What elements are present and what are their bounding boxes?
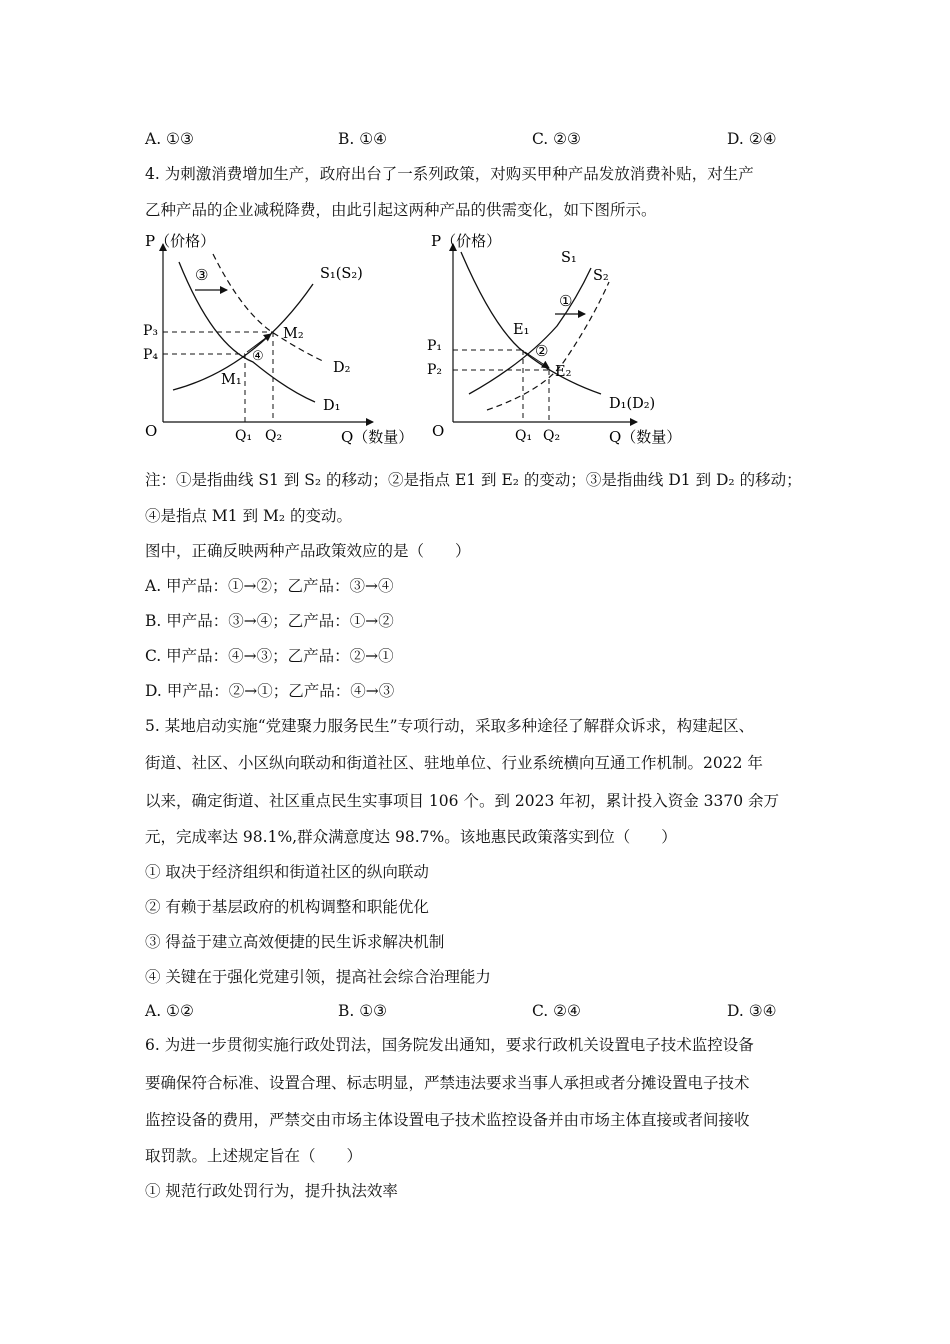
q4-question: 图中，正确反映两种产品政策效应的是（ ） bbox=[145, 542, 471, 560]
right-supply-s1-label: S₁ bbox=[561, 250, 577, 266]
q4-option-b[interactable]: B. 甲产品：③→④；乙产品：①→② bbox=[145, 612, 394, 630]
q4-stem-line-2: 乙种产品的企业减税降费，由此引起这两种产品的供需变化，如下图所示。 bbox=[145, 201, 657, 219]
q5-option-a[interactable]: A. ①② bbox=[145, 1002, 194, 1020]
right-q1-label: Q₁ bbox=[515, 428, 533, 444]
q6-stem-line-2: 要确保符合标准、设置合理、标志明显，严禁违法要求当事人承担或者分摊设置电子技术 bbox=[145, 1074, 750, 1092]
left-origin-label: O bbox=[145, 422, 158, 440]
graph-left bbox=[143, 232, 413, 446]
left-mark-4: ④ bbox=[252, 349, 264, 364]
left-p3-label: P₃ bbox=[143, 323, 159, 339]
right-supply-s2-label: S₂ bbox=[593, 268, 609, 284]
right-e2-label: E₂ bbox=[555, 364, 572, 380]
right-mark-2: ② bbox=[535, 342, 549, 360]
q5-item-1: ① 取决于经济组织和街道社区的纵向联动 bbox=[145, 863, 429, 881]
q6-stem-line-1: 6. 为进一步贯彻实施行政处罚法，国务院发出通知，要求行政机关设置电子技术监控设备 bbox=[145, 1036, 754, 1054]
left-x-axis-label: Q（数量） bbox=[341, 428, 414, 446]
q6-stem-line-3: 监控设备的费用，严禁交由市场主体设置电子技术监控设备并由市场主体直接或者间接收 bbox=[145, 1111, 750, 1129]
q5-stem-line-1: 5. 某地启动实施“党建聚力服务民生”专项行动，采取多种途径了解群众诉求，构建起区、 bbox=[145, 717, 755, 735]
q4-note-line-1: 注：①是指曲线 S1 到 S₂ 的移动；②是指点 E1 到 E₂ 的变动；③是指曲线 D1 到 D₂ 的移动； bbox=[145, 471, 802, 489]
left-m1-label: M₁ bbox=[221, 372, 242, 388]
right-origin-label: O bbox=[432, 422, 445, 440]
left-q1-label: Q₁ bbox=[235, 428, 253, 444]
left-demand-d1-label: D₁ bbox=[323, 398, 341, 414]
q4-option-a[interactable]: A. 甲产品：①→②；乙产品：③→④ bbox=[145, 577, 394, 595]
q4-option-d[interactable]: D. 甲产品：②→①；乙产品：④→③ bbox=[145, 682, 395, 700]
q4-note-line-2: ④是指点 M1 到 M₂ 的变动。 bbox=[145, 507, 353, 525]
q5-option-d[interactable]: D. ③④ bbox=[727, 1002, 777, 1020]
q5-stem-line-4: 元，完成率达 98.1%,群众满意度达 98.7%。该地惠民政策落实到位（ ） bbox=[145, 828, 677, 846]
right-y-axis-label: P（价格） bbox=[431, 232, 502, 250]
q5-stem-line-2: 街道、社区、小区纵向联动和街道社区、驻地单位、行业系统横向互通工作机制。2022 年 bbox=[145, 754, 763, 772]
right-demand-label: D₁(D₂) bbox=[609, 396, 656, 412]
q3-option-d[interactable]: D. ②④ bbox=[727, 130, 777, 148]
left-demand-d2-label: D₂ bbox=[333, 360, 351, 376]
q4-option-c[interactable]: C. 甲产品：④→③；乙产品：②→① bbox=[145, 647, 394, 665]
left-supply-label: S₁(S₂) bbox=[320, 266, 363, 282]
right-mark-1: ① bbox=[559, 292, 573, 310]
q5-option-b[interactable]: B. ①③ bbox=[338, 1002, 388, 1020]
right-x-axis-label: Q（数量） bbox=[609, 428, 682, 446]
q6-item-1: ① 规范行政处罚行为，提升执法效率 bbox=[145, 1182, 398, 1200]
supply-demand-figure bbox=[135, 222, 695, 454]
left-y-axis-label: P（价格） bbox=[145, 232, 216, 250]
left-q2-label: Q₂ bbox=[265, 428, 283, 444]
left-p4-label: P₄ bbox=[143, 347, 159, 363]
q3-option-b[interactable]: B. ①④ bbox=[338, 130, 388, 148]
q6-stem-line-4: 取罚款。上述规定旨在（ ） bbox=[145, 1147, 363, 1165]
q5-item-2: ② 有赖于基层政府的机构调整和职能优化 bbox=[145, 898, 429, 916]
q5-stem-line-3: 以来，确定街道、社区重点民生实事项目 106 个。到 2023 年初，累计投入资金 3370 余万 bbox=[145, 792, 780, 810]
left-mark-3: ③ bbox=[195, 266, 209, 284]
q3-option-c[interactable]: C. ②③ bbox=[532, 130, 581, 148]
right-p2-label: P₂ bbox=[427, 362, 443, 378]
q5-item-4: ④ 关键在于强化党建引领，提高社会综合治理能力 bbox=[145, 968, 491, 986]
left-m2-label: M₂ bbox=[283, 326, 304, 342]
graph-right bbox=[427, 232, 681, 446]
q3-option-a[interactable]: A. ①③ bbox=[145, 130, 194, 148]
q5-item-3: ③ 得益于建立高效便捷的民生诉求解决机制 bbox=[145, 933, 445, 951]
q4-stem-line-1: 4. 为刺激消费增加生产，政府出台了一系列政策，对购买甲种产品发放消费补贴，对生产 bbox=[145, 165, 754, 183]
right-supply-s1 bbox=[469, 268, 591, 394]
right-e1-label: E₁ bbox=[513, 322, 530, 338]
right-q2-label: Q₂ bbox=[543, 428, 561, 444]
right-demand-curve bbox=[461, 252, 601, 394]
right-p1-label: P₁ bbox=[427, 338, 443, 354]
q5-option-c[interactable]: C. ②④ bbox=[532, 1002, 581, 1020]
